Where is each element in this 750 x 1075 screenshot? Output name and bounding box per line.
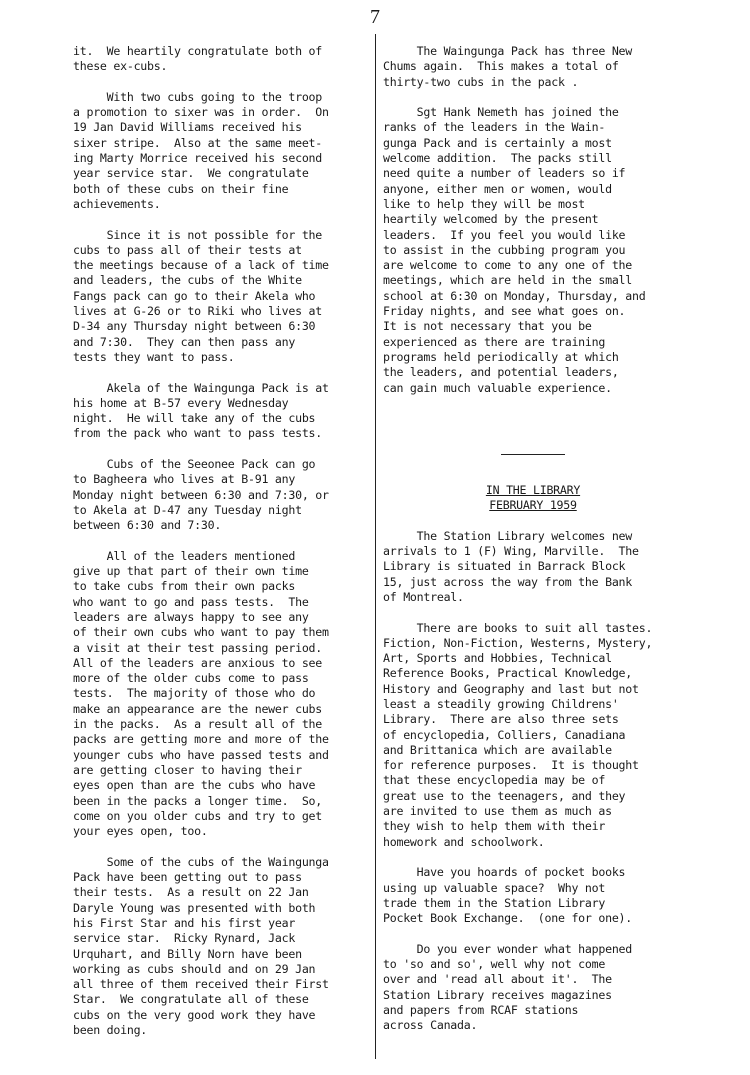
- text-line: Urquhart, and Billy Norn have been: [73, 946, 302, 961]
- text-line: Sgt Hank Nemeth has joined the: [383, 105, 619, 120]
- paragraph: [383, 44, 683, 90]
- text-line: Reference Books, Practical Knowledge,: [383, 666, 633, 681]
- text-line: Star. We congratulate all of these: [73, 992, 309, 1007]
- text-line: Library. There are also three sets: [383, 712, 619, 727]
- text-line: There are books to suit all tastes.: [383, 620, 653, 635]
- text-line: service star. Ricky Rynard, Jack: [73, 931, 296, 946]
- paragraph: [73, 457, 368, 533]
- text-line: the meetings because of a lack of time: [73, 258, 329, 273]
- text-line: night. He will take any of the cubs: [73, 411, 316, 426]
- text-line: Akela of the Waingunga Pack is at: [73, 380, 329, 395]
- text-line: lives at G-26 or to Riki who lives at: [73, 304, 323, 319]
- text-line: of Montreal.: [383, 589, 464, 604]
- text-line: eyes open than are the cubs who have: [73, 778, 316, 793]
- text-line: that these encyclopedia may be of: [383, 773, 606, 788]
- text-line: all three of them received their First: [73, 977, 329, 992]
- text-line: Friday nights, and see what goes on.: [383, 304, 626, 319]
- text-line: for reference purposes. It is thought: [383, 758, 639, 773]
- text-line: trade them in the Station Library: [383, 895, 606, 910]
- text-line: Station Library receives magazines: [383, 987, 612, 1002]
- text-line: arrivals to 1 (F) Wing, Marville. The: [383, 544, 639, 559]
- text-line: can gain much valuable experience.: [383, 380, 612, 395]
- right-column-top: [383, 44, 683, 396]
- text-line: give up that part of their own time: [73, 564, 309, 579]
- text-line: school at 6:30 on Monday, Thursday, and: [383, 288, 646, 303]
- text-line: The Station Library welcomes new: [383, 528, 633, 543]
- text-line: With two cubs going to the troop: [73, 89, 323, 104]
- text-line: Fiction, Non-Fiction, Westerns, Mystery,: [383, 635, 653, 650]
- text-line: across Canada.: [383, 1018, 478, 1033]
- text-line: Pack have been getting out to pass: [73, 870, 302, 885]
- text-line: welcome addition. The packs still: [383, 151, 612, 166]
- text-line: cubs to pass all of their tests at: [73, 242, 302, 257]
- text-line: great use to the teenagers, and they: [383, 788, 626, 803]
- text-line: of their own cubs who want to pay them: [73, 625, 329, 640]
- paragraph: [73, 90, 368, 212]
- text-line: been in the packs a longer time. So,: [73, 793, 323, 808]
- library-heading: [383, 483, 683, 514]
- paragraph: [73, 549, 368, 840]
- text-line: Fangs pack can go to their Akela who: [73, 288, 316, 303]
- text-line: homework and schoolwork.: [383, 834, 545, 849]
- text-line: 19 Jan David Williams received his: [73, 120, 302, 135]
- text-line: tests. The majority of those who do: [73, 686, 316, 701]
- text-line: in the packs. As a result all of the: [73, 717, 323, 732]
- text-line: It is not necessary that you be: [383, 319, 592, 334]
- text-line: D-34 any Thursday night between 6:30: [73, 319, 316, 334]
- text-line: Library is situated in Barrack Block: [383, 559, 626, 574]
- text-line: year service star. We congratulate: [73, 166, 309, 181]
- text-line: Some of the cubs of the Waingunga: [73, 854, 329, 869]
- paragraph: [73, 228, 368, 366]
- text-line: between 6:30 and 7:30.: [73, 518, 222, 533]
- text-line: need quite a number of leaders so if: [383, 166, 626, 181]
- text-line: and papers from RCAF stations: [383, 1002, 579, 1017]
- text-line: All of the leaders mentioned: [73, 548, 296, 563]
- text-line: of encyclopedia, Colliers, Canadiana: [383, 727, 626, 742]
- text-line: and Brittanica which are available: [383, 742, 612, 757]
- column-divider: [375, 34, 376, 1059]
- text-line: packs are getting more and more of the: [73, 732, 329, 747]
- page-number: 7: [370, 6, 380, 28]
- text-line: been doing.: [73, 1023, 148, 1037]
- text-line: anyone, either men or women, would: [383, 181, 612, 196]
- right-column-bottom: [383, 529, 683, 1034]
- paragraph: [383, 621, 683, 850]
- text-line: 15, just across the way from the Bank: [383, 574, 633, 589]
- text-line: ing Marty Morrice received his second: [73, 151, 323, 166]
- text-line: are getting closer to having their: [73, 762, 302, 777]
- text-line: and 7:30. They can then pass any: [73, 334, 296, 349]
- text-line: more of the older cubs come to pass: [73, 671, 309, 686]
- text-line: his home at B-57 every Wednesday: [73, 395, 289, 410]
- paragraph: [383, 865, 683, 926]
- text-line: come on you older cubs and try to get: [73, 808, 323, 823]
- text-line: sixer stripe. Also at the same meet-: [73, 135, 323, 150]
- text-line: achievements.: [73, 196, 161, 211]
- text-line: Since it is not possible for the: [73, 227, 323, 242]
- text-line: make an appearance are the newer cubs: [73, 701, 323, 716]
- text-line: Monday night between 6:30 and 7:30, or: [73, 487, 329, 502]
- text-line: over and 'read all about it'. The: [383, 972, 612, 987]
- text-line: younger cubs who have passed tests and: [73, 747, 329, 762]
- section-separator-rule: [501, 454, 565, 455]
- text-line: these ex-cubs.: [73, 59, 168, 74]
- text-line: a visit at their test passing period.: [73, 640, 323, 655]
- text-line: both of these cubs on their fine: [73, 181, 289, 196]
- text-line: the leaders, and potential leaders,: [383, 365, 619, 380]
- paragraph: [73, 381, 368, 442]
- text-line: his First Star and his first year: [73, 915, 296, 930]
- paragraph: [383, 942, 683, 1034]
- text-line: tests they want to pass.: [73, 349, 235, 364]
- text-line: experienced as there are training: [383, 334, 606, 349]
- paragraph: [383, 529, 683, 605]
- text-line: to Akela at D-47 any Tuesday night: [73, 502, 302, 517]
- text-line: a promotion to sixer was in order. On: [73, 105, 329, 120]
- text-line: Have you hoards of pocket books: [383, 865, 626, 880]
- text-line: ranks of the leaders in the Wain-: [383, 120, 606, 135]
- text-line: Art, Sports and Hobbies, Technical: [383, 651, 612, 666]
- text-line: The Waingunga Pack has three New: [383, 44, 633, 58]
- text-line: leaders are always happy to see any: [73, 609, 309, 624]
- text-line: to assist in the cubbing program you: [383, 242, 626, 257]
- text-line: to take cubs from their own packs: [73, 579, 296, 594]
- text-line: are welcome to come to any one of the: [383, 258, 633, 273]
- text-line: Cubs of the Seeonee Pack can go: [73, 457, 316, 472]
- text-line: heartily welcomed by the present: [383, 212, 599, 227]
- paragraph: [383, 105, 683, 396]
- left-column: [73, 44, 368, 1054]
- paragraph: [73, 44, 368, 75]
- text-line: History and Geography and last but not: [383, 681, 639, 696]
- text-line: their tests. As a result on 22 Jan: [73, 885, 309, 900]
- text-line: Do you ever wonder what happened: [383, 941, 633, 956]
- text-line: working as cubs should and on 29 Jan: [73, 961, 316, 976]
- text-line: gunga Pack and is certainly a most: [383, 135, 612, 150]
- text-line: your eyes open, too.: [73, 824, 208, 839]
- text-line: are invited to use them as much as: [383, 804, 612, 819]
- library-heading-title: IN THE LIBRARY: [485, 482, 581, 497]
- text-line: they wish to help them with their: [383, 819, 606, 834]
- text-line: programs held periodically at which: [383, 349, 619, 364]
- text-line: Chums again. This makes a total of: [383, 59, 619, 74]
- text-line: leaders. If you feel you would like: [383, 227, 626, 242]
- text-line: like to help they will be most: [383, 196, 585, 211]
- text-line: least a steadily growing Childrens': [383, 696, 619, 711]
- text-line: it. We heartily congratulate both of: [73, 44, 323, 58]
- text-line: from the pack who want to pass tests.: [73, 426, 323, 441]
- text-line: cubs on the very good work they have: [73, 1007, 316, 1022]
- library-heading-date: FEBRUARY 1959: [489, 498, 577, 513]
- text-line: Pocket Book Exchange. (one for one).: [383, 911, 633, 926]
- text-line: using up valuable space? Why not: [383, 880, 606, 895]
- paragraph: [73, 855, 368, 1039]
- text-line: who want to go and pass tests. The: [73, 594, 309, 609]
- text-line: thirty-two cubs in the pack .: [383, 74, 579, 89]
- text-line: to 'so and so', well why not come: [383, 957, 606, 972]
- text-line: Daryle Young was presented with both: [73, 900, 316, 915]
- text-line: meetings, which are held in the small: [383, 273, 633, 288]
- text-line: All of the leaders are anxious to see: [73, 655, 323, 670]
- text-line: and leaders, the cubs of the White: [73, 273, 302, 288]
- text-line: to Bagheera who lives at B-91 any: [73, 472, 296, 487]
- right-column: [383, 44, 683, 1049]
